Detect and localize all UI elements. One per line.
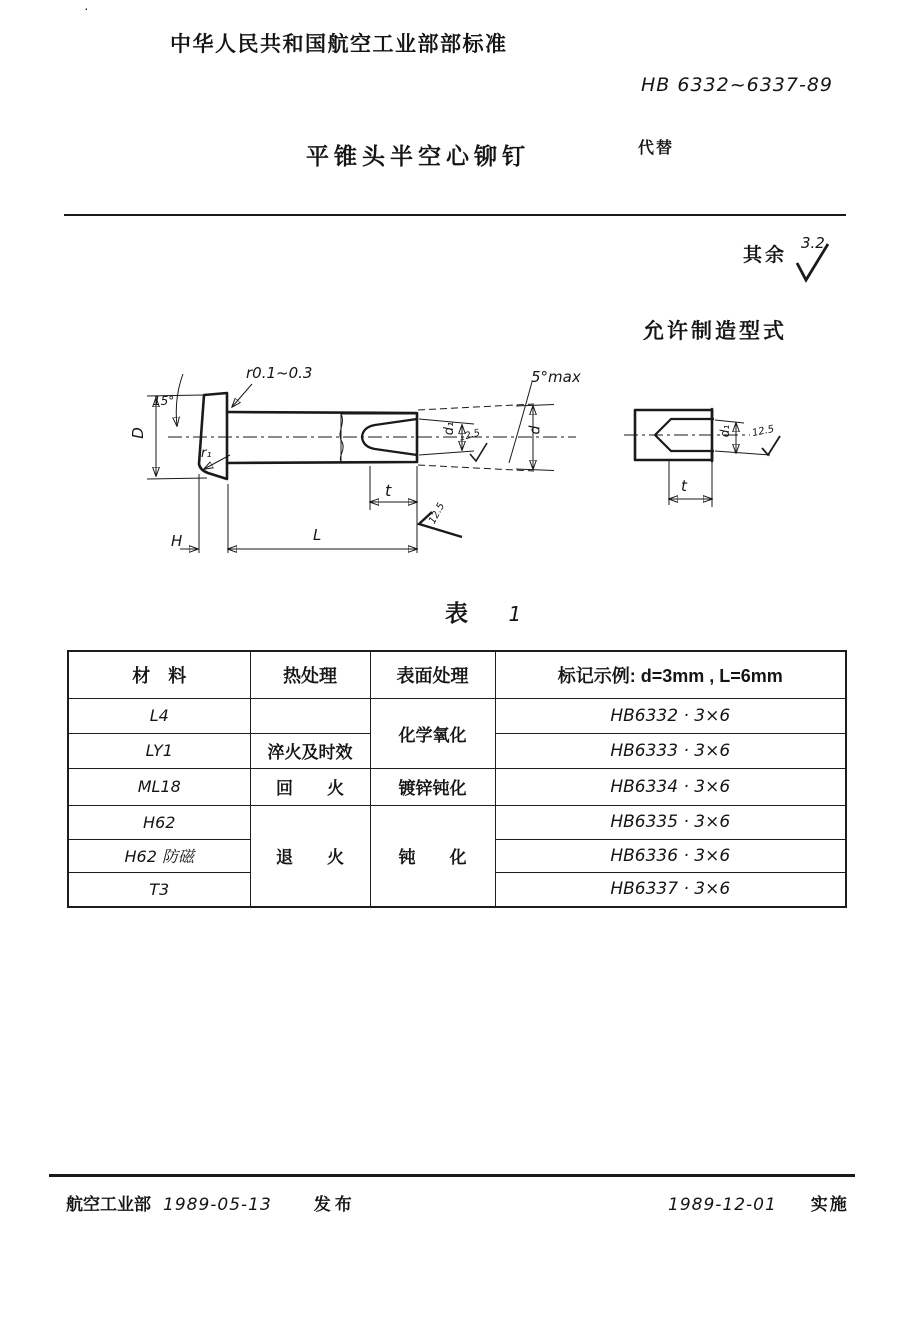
material-cell: H62 防磁 <box>68 839 250 872</box>
heat-treatment-cell: 回 火 <box>250 768 370 805</box>
rivet-head-outline <box>199 393 227 479</box>
marking-cell: HB6334 · 3×6 <box>495 768 846 805</box>
supersede-label: 代替 <box>638 140 675 157</box>
title-divider-line <box>64 214 846 216</box>
roughness-prefix-label: 其余 <box>743 245 788 266</box>
material-cell: ML18 <box>68 768 250 805</box>
end-roughness-label: 12.5 <box>427 501 448 526</box>
surface-treatment-cell: 钝 化 <box>370 805 495 907</box>
taper-max-label: 5°max <box>531 368 581 386</box>
standard-number: HB 6332~6337-89 <box>641 74 834 96</box>
table-caption-number: 1 <box>508 602 522 626</box>
fillet-leader <box>232 384 252 407</box>
scan-artifact-dot: · <box>84 0 89 16</box>
heat-treatment-cell <box>250 698 370 733</box>
footer-divider-line <box>49 1174 855 1177</box>
material-cell: H62 <box>68 805 250 839</box>
footer-implement-label: 实施 <box>810 1195 849 1214</box>
marking-cell: HB6337 · 3×6 <box>495 872 846 907</box>
bore-roughness-check-icon <box>470 443 487 461</box>
head-height-label: H <box>171 532 183 550</box>
allowed-form-label: 允许制造型式 <box>643 320 787 343</box>
table-row <box>68 805 846 839</box>
table-row <box>68 698 846 733</box>
head-angle-label: 15° <box>153 394 175 408</box>
bore-roughness-label: 12.5 <box>457 427 482 444</box>
table-caption-label: 表 <box>445 600 468 626</box>
alt-hole-diameter-label: d₁ <box>718 424 733 438</box>
length-label: L <box>313 526 322 544</box>
column-header-marking-example: 标记示例: d=3mm , L=6mm <box>495 651 846 698</box>
surface-treatment-cell: 镀锌钝化 <box>370 768 495 805</box>
shank-diameter-label: d <box>527 425 544 435</box>
material-cell: L4 <box>68 698 250 733</box>
marking-cell: HB6335 · 3×6 <box>495 805 846 839</box>
head-fillet-label: r₁ <box>201 446 212 461</box>
alternative-form-drawing <box>628 398 818 518</box>
hole-depth-label: t <box>385 481 392 500</box>
general-roughness-note <box>743 240 787 267</box>
heat-treatment-cell: 退 火 <box>250 805 370 907</box>
material-cell: T3 <box>68 872 250 907</box>
footer-issue-info <box>66 1190 356 1215</box>
header-organization-standard: 中华人民共和国航空工业部部标准 <box>170 33 508 56</box>
alt-bore-roughness-label: 12.5 <box>751 423 776 440</box>
head-angle-leader <box>176 374 183 426</box>
footer-issue-date: 1989-05-13 <box>163 1195 272 1215</box>
material-cell: LY1 <box>68 733 250 768</box>
taper-leader <box>509 382 532 463</box>
marking-cell: HB6336 · 3×6 <box>495 839 846 872</box>
alt-hole-depth-label: t <box>681 477 687 495</box>
column-header-surface-treatment: 表面处理 <box>370 651 495 698</box>
roughness-value: 3.2 <box>801 234 825 252</box>
materials-table <box>67 650 847 908</box>
roughness-check-icon <box>793 239 835 287</box>
main-rivet-drawing <box>130 362 610 577</box>
table-row <box>68 768 846 805</box>
section-break-line <box>340 414 343 462</box>
column-header-heat-treatment: 热处理 <box>250 651 370 698</box>
head-diameter-label: D <box>128 427 147 439</box>
fillet-radius-label: r0.1~0.3 <box>246 364 313 382</box>
table-header-row <box>68 651 846 698</box>
table-caption <box>445 595 521 628</box>
marking-cell: HB6333 · 3×6 <box>495 733 846 768</box>
rivet-shank-outline <box>227 412 417 463</box>
heat-treatment-cell: 淬火及时效 <box>250 733 370 768</box>
surface-treatment-cell: 化学氧化 <box>370 698 495 768</box>
footer-implement-date: 1989-12-01 <box>668 1195 777 1215</box>
hole-diameter-label: d₁ <box>442 421 458 436</box>
marking-cell: HB6332 · 3×6 <box>495 698 846 733</box>
footer-issuer: 航空工业部 <box>66 1195 151 1214</box>
footer-implement-info <box>668 1190 849 1215</box>
footer-issue-label: 发布 <box>313 1195 356 1214</box>
document-title: 平锥头半空心铆钉 <box>306 143 530 169</box>
column-header-material: 材 料 <box>68 651 250 698</box>
alt-roughness-check-icon <box>762 436 780 455</box>
